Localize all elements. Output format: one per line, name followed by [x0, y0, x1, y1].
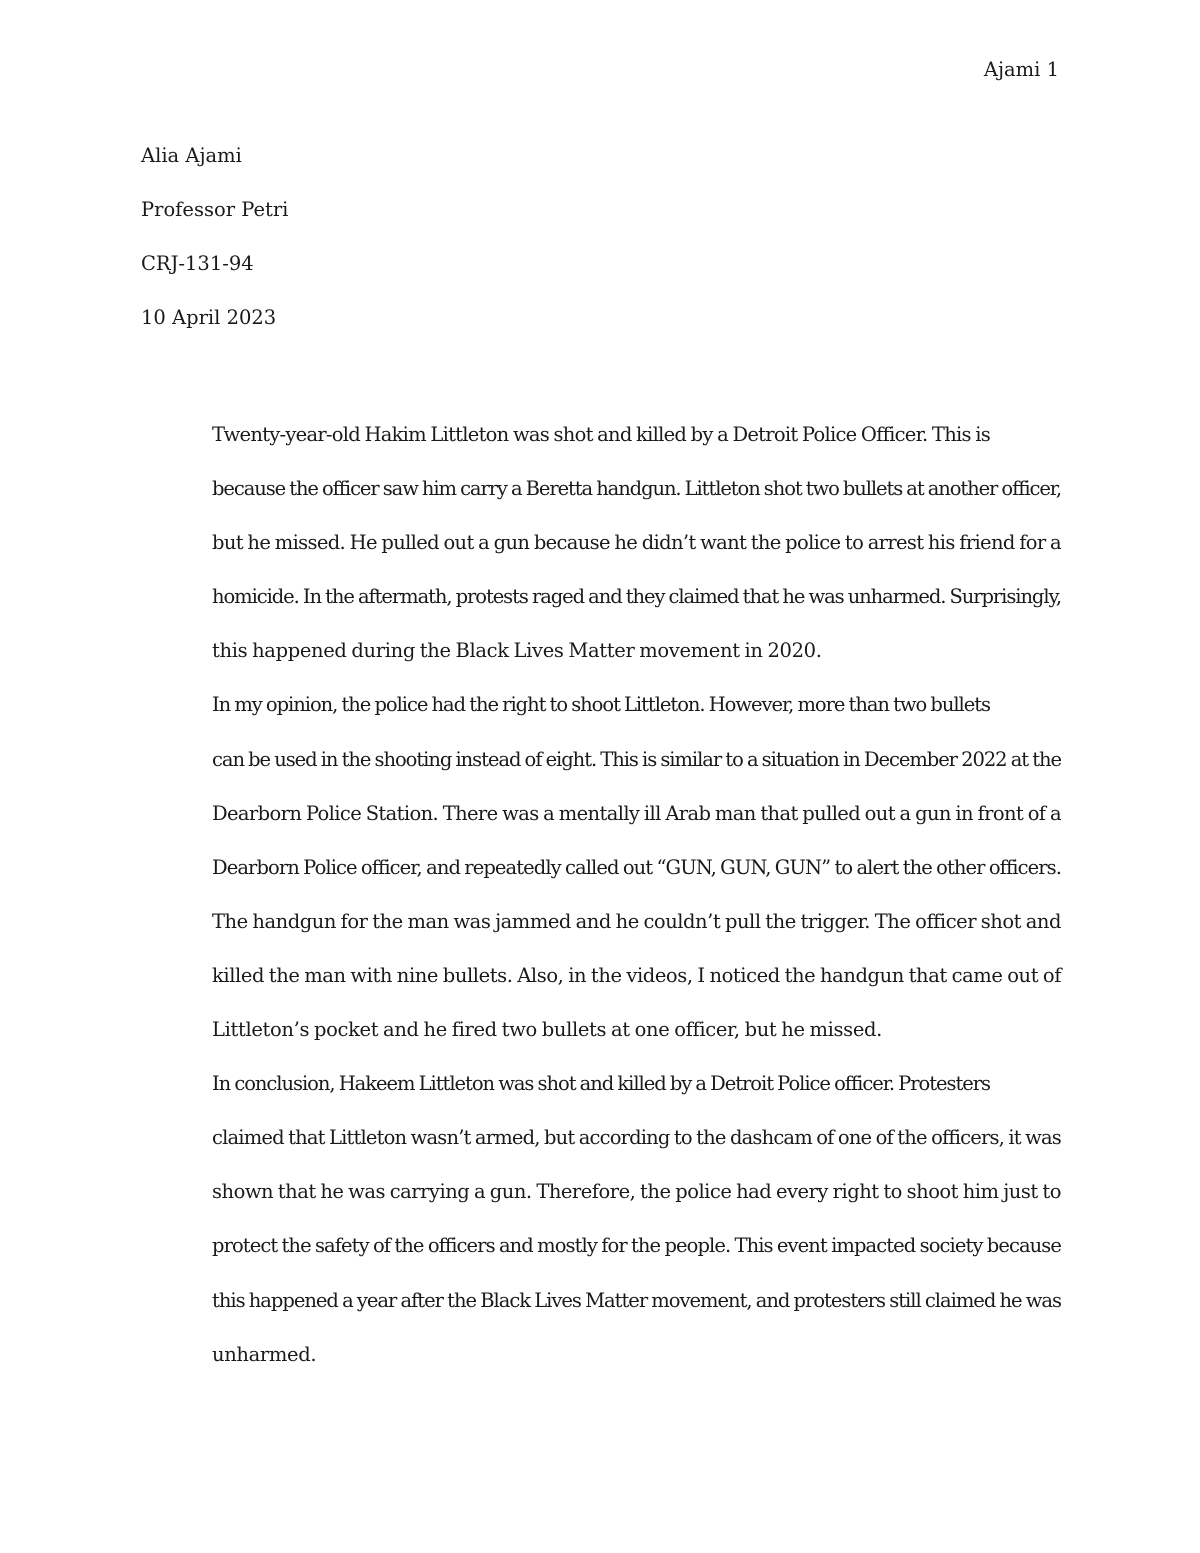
- paragraph-2: [141, 678, 1061, 1057]
- paragraph-line: Dearborn Police officer, and repeatedly called out “GUN, GUN, GUN” to alert the other officers.: [212, 855, 1061, 879]
- course-code: CRJ-131-94: [141, 252, 254, 275]
- paragraph-3: [141, 1057, 1061, 1382]
- paragraph-line: Littleton’s pocket and he fired two bullets at one officer, but he missed.: [212, 1018, 883, 1042]
- date-line: 10 April 2023: [141, 306, 277, 329]
- paragraph-line: protect the safety of the officers and mostly for the people. This event impacted society because: [212, 1234, 1061, 1258]
- paragraph-line: this happened during the Black Lives Matter movement in 2020.: [212, 639, 822, 663]
- paragraph-line: In my opinion, the police had the right to shoot Littleton. However, more than two bullets: [212, 693, 990, 717]
- paragraph-line: this happened a year after the Black Lives Matter movement, and protesters still claimed he was: [212, 1288, 1061, 1312]
- paragraph-line: unharmed.: [212, 1342, 317, 1366]
- paragraph-line: can be used in the shooting instead of eight. This is similar to a situation in December 2022 at the: [212, 747, 1061, 771]
- paragraph-line: Dearborn Police Station. There was a mentally ill Arab man that pulled out a gun in front of a: [212, 801, 1061, 825]
- paragraph-1: [141, 408, 1061, 678]
- paragraph-line: but he missed. He pulled out a gun because he didn’t want the police to arrest his friend for a: [212, 531, 1061, 555]
- paragraph-line: because the officer saw him carry a Beretta handgun. Littleton shot two bullets at another officer,: [212, 477, 1061, 501]
- student-name: Alia Ajami: [141, 144, 242, 167]
- paragraph-line: shown that he was carrying a gun. Therefore, the police had every right to shoot him just to: [212, 1180, 1061, 1204]
- mla-heading: [141, 138, 1061, 354]
- running-head: Ajami 1: [983, 58, 1059, 81]
- essay-body: [141, 408, 1061, 1382]
- professor-name: Professor Petri: [141, 198, 289, 221]
- paragraph-line: claimed that Littleton wasn’t armed, but according to the dashcam of one of the officers, it was: [212, 1126, 1061, 1150]
- paragraph-line: Twenty-year-old Hakim Littleton was shot and killed by a Detroit Police Officer. This is: [212, 423, 990, 446]
- paragraph-line: homicide. In the aftermath, protests raged and they claimed that he was unharmed. Surprisingly,: [212, 585, 1061, 609]
- paragraph-line: In conclusion, Hakeem Littleton was shot and killed by a Detroit Police officer. Protesters: [212, 1072, 990, 1096]
- paragraph-line: killed the man with nine bullets. Also, in the videos, I noticed the handgun that came out of: [212, 963, 1061, 987]
- paragraph-line: The handgun for the man was jammed and he couldn’t pull the trigger. The officer shot and: [212, 909, 1061, 933]
